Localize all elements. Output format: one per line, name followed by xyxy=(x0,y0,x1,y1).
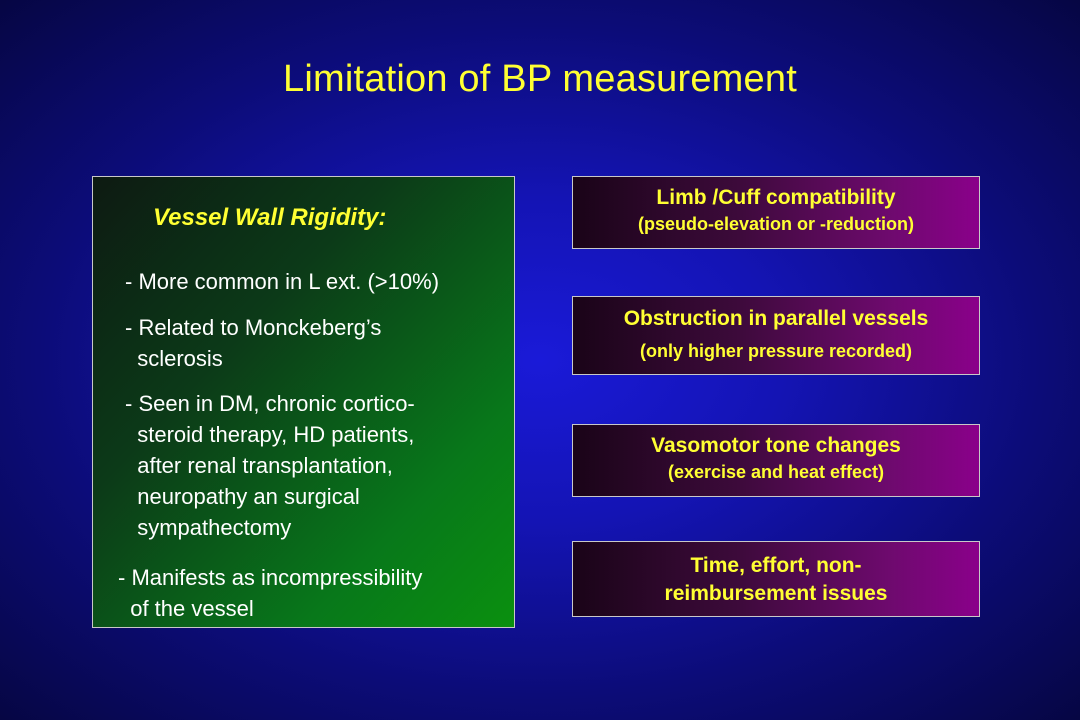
vasomotor-box xyxy=(572,424,980,497)
bullet-3: - Seen in DM, chronic cortico- steroid therapy, HD patients, after renal transplantation, neuropathy an surgical sympathectomy xyxy=(125,391,415,540)
limb-cuff-box xyxy=(572,176,980,249)
box-title: Vasomotor tone changes xyxy=(651,434,901,457)
bullet-4: - Manifests as incompressibility of the vessel xyxy=(118,565,423,621)
box-subtitle: (exercise and heat effect) xyxy=(667,462,885,482)
obstruction-box xyxy=(572,296,980,375)
box-title: Limb /Cuff compatibility xyxy=(656,186,896,209)
time-effort-box xyxy=(572,541,980,617)
slide-title: Limitation of BP measurement xyxy=(283,58,797,100)
panel-heading: Vessel Wall Rigidity: xyxy=(153,204,387,231)
vessel-wall-rigidity-panel xyxy=(92,176,515,628)
box-subtitle: (only higher pressure recorded) xyxy=(639,341,913,361)
box-subtitle: (pseudo-elevation or -reduction) xyxy=(637,214,914,234)
box-title: Obstruction in parallel vessels xyxy=(623,307,929,330)
bullet-2: - Related to Monckeberg’s sclerosis xyxy=(125,315,382,371)
box-title: Time, effort, non- reimbursement issues xyxy=(664,554,888,605)
bullet-1: - More common in L ext. (>10%) xyxy=(125,269,440,294)
